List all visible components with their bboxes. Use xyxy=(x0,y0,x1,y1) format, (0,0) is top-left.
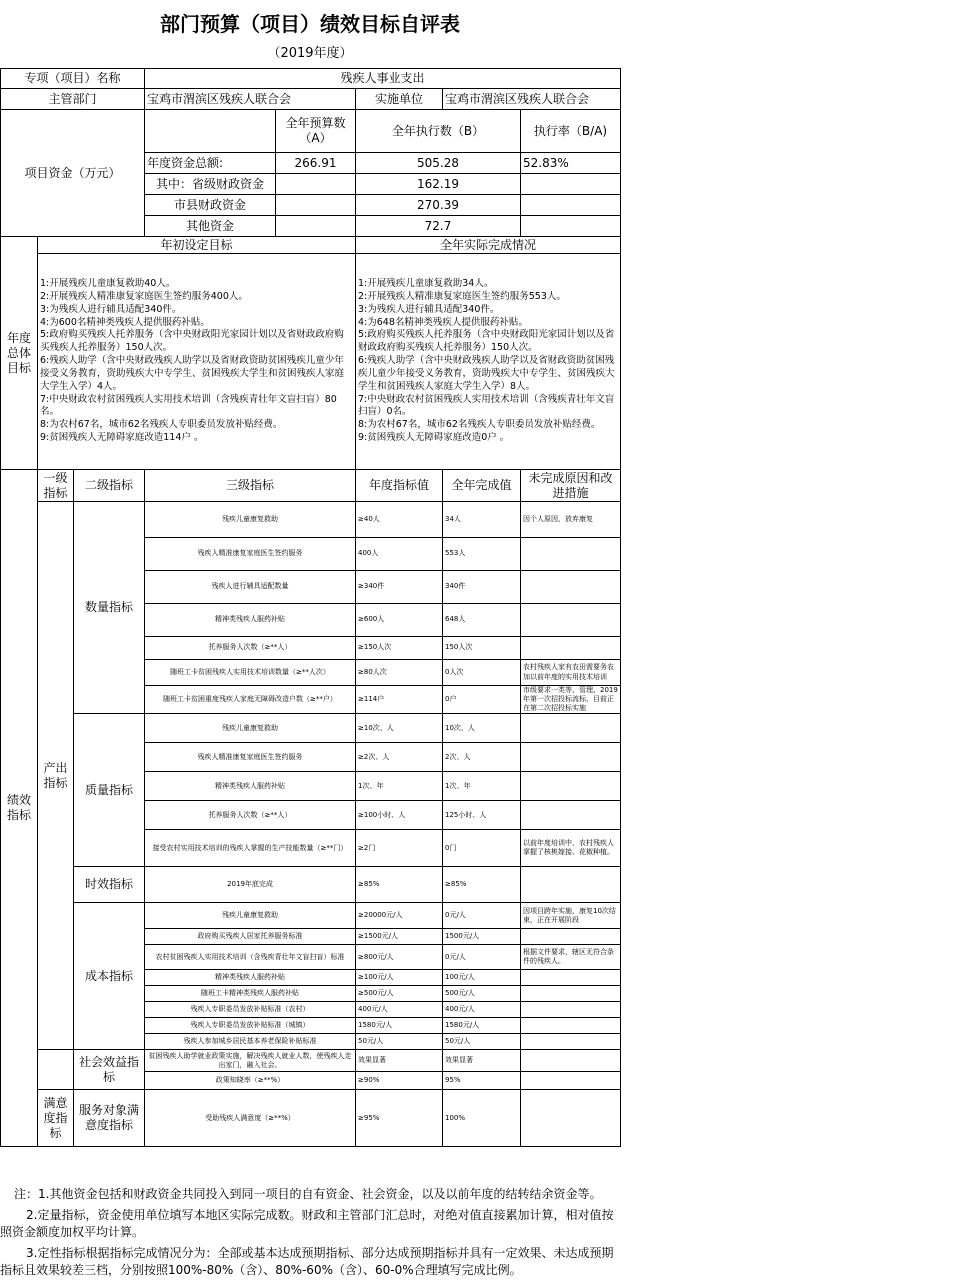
col-reason: 未完成原因和改进措施 xyxy=(521,470,621,502)
target-value: 50元/人 xyxy=(356,1034,443,1050)
goals-label: 年度总体目标 xyxy=(1,237,38,470)
level3-name: 农村贫困残疾人实用技术培训（含残疾青壮年文盲扫盲）标准 xyxy=(145,945,356,970)
page-subtitle: （2019年度） xyxy=(267,46,353,61)
actual-value: 0元/人 xyxy=(443,945,521,970)
footnotes xyxy=(0,1186,620,1283)
goals-actual-list xyxy=(356,254,621,470)
actual-value: 125小时、人 xyxy=(443,801,521,830)
indicator-row xyxy=(1,714,621,743)
funds-other-label: 其他资金 xyxy=(145,216,276,237)
actual-value: 效果显著 xyxy=(443,1050,521,1072)
level3-name: 随班工卡贫困重度残疾人家庭无障碍改造户数（≥**户） xyxy=(145,686,356,714)
reason-text xyxy=(521,743,621,772)
col-actual: 全年完成值 xyxy=(443,470,521,502)
level3-name: 残疾儿童康复救助 xyxy=(145,903,356,929)
goal-item: 7:中央财政农村贫困残疾人实用技术培训（含残疾青壮年文盲扫盲）80名。 xyxy=(40,393,337,418)
reason-text xyxy=(521,867,621,903)
level3-name: 精神类残疾人服药补贴 xyxy=(145,970,356,986)
actual-value: 2次、人 xyxy=(443,743,521,772)
level3-name: 随班工卡精神类残疾人服药补贴 xyxy=(145,986,356,1002)
col-level1: 一级指标 xyxy=(38,470,74,502)
funds-city-label: 市县财政资金 xyxy=(145,195,276,216)
indicator-row xyxy=(1,1090,621,1147)
target-value: ≥90% xyxy=(356,1072,443,1090)
target-value: ≥114户 xyxy=(356,686,443,714)
actual-value: 0元/人 xyxy=(443,903,521,929)
goal-item: 9:贫困残疾人无障碍家庭改造0户 。 xyxy=(358,431,510,443)
level2-quantity: 数量指标 xyxy=(74,502,145,714)
target-value: 400元/人 xyxy=(356,1002,443,1018)
actual-value: 34人 xyxy=(443,502,521,538)
footnote: 注：1.其他资金包括和财政资金共同投入到同一项目的自有资金、社会资金，以及以前年度的结转结余资金等。 xyxy=(14,1187,602,1201)
level2-timeliness: 时效指标 xyxy=(74,867,145,903)
goal-item: 5:政府购买残疾人托养服务（含中央财政阳光家园计划以及省财政政府购买残疾人托养服务）150人次。 xyxy=(40,329,344,354)
level1-satisfaction: 满意度指标 xyxy=(38,1090,74,1147)
target-value: ≥10次、人 xyxy=(356,714,443,743)
actual-value: 0户 xyxy=(443,686,521,714)
level3-name: 托养服务人次数（≥**人） xyxy=(145,637,356,660)
target-value: ≥85% xyxy=(356,867,443,903)
funds-label: 项目资金（万元） xyxy=(1,110,145,237)
reason-text xyxy=(521,1090,621,1147)
level3-name: 残疾儿童康复救助 xyxy=(145,502,356,538)
reason-text xyxy=(521,637,621,660)
page-title: 部门预算（项目）绩效目标自评表 xyxy=(160,12,460,36)
goal-item: 9:贫困残疾人无障碍家庭改造114户 。 xyxy=(40,431,204,443)
goal-item: 8:为农村67名，城市62名残疾人专职委员发放补贴经费。 xyxy=(358,419,601,431)
funds-prov-exec: 162.19 xyxy=(356,174,521,195)
target-value: ≥100小时、人 xyxy=(356,801,443,830)
col-level2: 二级指标 xyxy=(74,470,145,502)
actual-value: 553人 xyxy=(443,538,521,571)
reason-text xyxy=(521,714,621,743)
funds-total-exec: 505.28 xyxy=(356,153,521,174)
level1-output: 产出指标 xyxy=(38,502,74,1050)
indicator-row xyxy=(1,867,621,903)
funds-total-budget: 266.91 xyxy=(276,153,356,174)
funds-city-budget xyxy=(276,195,356,216)
col-level3: 三级指标 xyxy=(145,470,356,502)
level3-name: 残疾人专职委员发放补贴标准（城镇） xyxy=(145,1018,356,1034)
level3-name: 政策知晓率（≥**%） xyxy=(145,1072,356,1090)
level3-name: 托养服务人次数（≥**人） xyxy=(145,801,356,830)
level3-name: 残疾人精准康复家庭医生签约服务 xyxy=(145,743,356,772)
actual-value: 500元/人 xyxy=(443,986,521,1002)
actual-value: 0门 xyxy=(443,830,521,867)
evaluation-table xyxy=(0,68,621,1147)
footnote: 3.定性指标根据指标完成情况分为：全部或基本达成预期指标、部分达成预期指标并具有一定效果、未达成预期指标且效果较差三档，分别按照100%-80%（含）、80%-60%（含）、60-0%合理填写完成比例。 xyxy=(0,1246,614,1277)
actual-value: 1500元/人 xyxy=(443,929,521,945)
reason-text xyxy=(521,571,621,604)
goal-item: 4:为648名精神类残疾人提供服药补贴。 xyxy=(358,316,528,328)
level2-social: 社会效益指标 xyxy=(74,1050,145,1090)
dept-value: 宝鸡市渭滨区残疾人联合会 xyxy=(145,89,356,110)
target-value: ≥40人 xyxy=(356,502,443,538)
level2-quality: 质量指标 xyxy=(74,714,145,867)
level3-name: 接受农村实用技术培训的残疾人掌握的生产技能数量（≥**门） xyxy=(145,830,356,867)
target-value: ≥500元/人 xyxy=(356,986,443,1002)
goal-item: 2:开展残疾人精准康复家庭医生签约服务553人。 xyxy=(358,291,566,303)
goal-item: 1:开展残疾儿童康复救助34人。 xyxy=(358,278,494,290)
goal-item: 4:为600名精神类残疾人提供服药补贴。 xyxy=(40,316,210,328)
impl-label: 实施单位 xyxy=(356,89,443,110)
goal-item: 6:残疾人助学（含中央财政残疾人助学以及省财政资助贫困残疾儿童少年接受义务教育，资助残疾大中专学生、贫困残疾大学生和贫困残疾人家庭大学生入学）4人。 xyxy=(40,355,345,392)
target-value: ≥95% xyxy=(356,1090,443,1147)
actual-value: 340件 xyxy=(443,571,521,604)
funds-total-rate: 52.83% xyxy=(521,153,621,174)
funds-city-rate xyxy=(521,195,621,216)
table-body xyxy=(1,69,621,1147)
level3-name: 2019年底完成 xyxy=(145,867,356,903)
reason-text xyxy=(521,986,621,1002)
actual-value: 1580元/人 xyxy=(443,1018,521,1034)
reason-text: 农村残疾人家有农田需要务农加以前年度的实用技术培训 xyxy=(521,660,621,686)
level2-cost: 成本指标 xyxy=(74,903,145,1050)
reason-text xyxy=(521,604,621,637)
goal-item: 6:残疾人助学（含中央财政残疾人助学以及省财政资助贫困残疾儿童少年接受义务教育，资助残疾大中专学生、贫困残疾大学生和贫困残疾人家庭大学生入学）8人。 xyxy=(358,355,615,392)
dept-label: 主管部门 xyxy=(1,89,145,110)
funds-other-exec: 72.7 xyxy=(356,216,521,237)
reason-text: 以前年度培训中，农村残疾人掌握了核桃嫁接、花椒种植。 xyxy=(521,830,621,867)
reason-text xyxy=(521,929,621,945)
level3-name: 残疾人参加城乡居民基本养老保险补贴标准 xyxy=(145,1034,356,1050)
level1-blank xyxy=(38,1050,74,1090)
level3-name: 残疾人专职委员发放补贴标准（农村） xyxy=(145,1002,356,1018)
reason-text xyxy=(521,1050,621,1072)
indicator-row xyxy=(1,1050,621,1072)
goals-set-header: 年初设定目标 xyxy=(38,237,356,254)
indicator-row xyxy=(1,903,621,929)
reason-text xyxy=(521,1018,621,1034)
actual-value: 50元/人 xyxy=(443,1034,521,1050)
funds-city-exec: 270.39 xyxy=(356,195,521,216)
actual-value: 648人 xyxy=(443,604,521,637)
reason-text xyxy=(521,970,621,986)
level2-satisfaction: 服务对象满意度指标 xyxy=(74,1090,145,1147)
funds-prov-rate xyxy=(521,174,621,195)
goal-item: 1:开展残疾儿童康复救助40人。 xyxy=(40,278,176,290)
target-value: ≥150人次 xyxy=(356,637,443,660)
actual-value: 0人次 xyxy=(443,660,521,686)
level3-name: 政府购买残疾人居家托养服务标准 xyxy=(145,929,356,945)
reason-text xyxy=(521,1072,621,1090)
reason-text: 根据文件要求，辖区无符合条件的残疾人。 xyxy=(521,945,621,970)
target-value: ≥340件 xyxy=(356,571,443,604)
target-value: 1580元/人 xyxy=(356,1018,443,1034)
goal-item: 7:中央财政农村贫困残疾人实用技术培训（含残疾青壮年文盲扫盲）0名。 xyxy=(358,393,615,418)
funds-col-budget: 全年预算数（A） xyxy=(276,110,356,153)
actual-value: 150人次 xyxy=(443,637,521,660)
project-name-value: 残疾人事业支出 xyxy=(145,69,621,89)
actual-value: 100元/人 xyxy=(443,970,521,986)
reason-text xyxy=(521,1002,621,1018)
funds-prov-label: 其中：省级财政资金 xyxy=(145,174,276,195)
target-value: ≥2门 xyxy=(356,830,443,867)
level3-name: 受助残疾人满意度（≥**%） xyxy=(145,1090,356,1147)
footnote: 2.定量指标，资金使用单位填写本地区实际完成数。财政和主管部门汇总时，对绝对值直接累加计算，相对值按照资金额度加权平均计算。 xyxy=(0,1208,614,1239)
indicator-row xyxy=(1,502,621,538)
reason-text xyxy=(521,772,621,801)
reason-text: 因个人原因，放弃康复 xyxy=(521,502,621,538)
target-value: ≥2次、人 xyxy=(356,743,443,772)
level3-name: 精神类残疾人服药补贴 xyxy=(145,604,356,637)
level3-name: 随班工卡贫困残疾人实用技术培训数量（≥**人次） xyxy=(145,660,356,686)
target-value: 1次、年 xyxy=(356,772,443,801)
goals-actual-header: 全年实际完成情况 xyxy=(356,237,621,254)
actual-value: 95% xyxy=(443,1072,521,1090)
level3-name: 残疾人精准康复家庭医生签约服务 xyxy=(145,538,356,571)
impl-value: 宝鸡市渭滨区残疾人联合会 xyxy=(443,89,621,110)
performance-indicators-label: 绩效指标 xyxy=(1,470,38,1147)
actual-value: ≥85% xyxy=(443,867,521,903)
level3-name: 残疾儿童康复救助 xyxy=(145,714,356,743)
funds-other-budget xyxy=(276,216,356,237)
funds-col-rate: 执行率（B/A) xyxy=(521,110,621,153)
project-name-label: 专项（项目）名称 xyxy=(1,69,145,89)
goal-item: 8:为农村67名，城市62名残疾人专职委员发放补贴经费。 xyxy=(40,419,283,431)
actual-value: 10次、人 xyxy=(443,714,521,743)
goal-item: 3:为残疾人进行辅具适配340件。 xyxy=(358,303,500,315)
target-value: ≥20000元/人 xyxy=(356,903,443,929)
funds-total-label: 年度资金总额: xyxy=(145,153,276,174)
target-value: ≥100元/人 xyxy=(356,970,443,986)
target-value: 效果显著 xyxy=(356,1050,443,1072)
col-target: 年度指标值 xyxy=(356,470,443,502)
level3-name: 贫困残疾人助学就业政策实施，解决残疾人就业人数，使残疾人走出家门，融入社会。 xyxy=(145,1050,356,1072)
reason-text: 市级要求一类等、管理、2019年第一次招投标流标，目前正在第二次招投标实施 xyxy=(521,686,621,714)
level3-name: 精神类残疾人服药补贴 xyxy=(145,772,356,801)
reason-text xyxy=(521,1034,621,1050)
goal-item: 5:政府购买残疾人托养服务（含中央财政阳光家园计划以及省财政政府购买残疾人托养服务）150人次。 xyxy=(358,329,615,354)
target-value: ≥600人 xyxy=(356,604,443,637)
reason-text: 因项目跨年实施，康复10次结束，正在开展阶段 xyxy=(521,903,621,929)
funds-col-exec: 全年执行数（B） xyxy=(356,110,521,153)
goal-item: 3:为残疾人进行辅具适配340件。 xyxy=(40,303,182,315)
funds-blank xyxy=(145,110,276,153)
reason-text xyxy=(521,801,621,830)
reason-text xyxy=(521,538,621,571)
target-value: ≥80人次 xyxy=(356,660,443,686)
level3-name: 残疾人进行辅具适配数量 xyxy=(145,571,356,604)
target-value: 400人 xyxy=(356,538,443,571)
actual-value: 400元/人 xyxy=(443,1002,521,1018)
target-value: ≥1500元/人 xyxy=(356,929,443,945)
funds-other-rate xyxy=(521,216,621,237)
goal-item: 2:开展残疾人精准康复家庭医生签约服务400人。 xyxy=(40,291,248,303)
goals-set-list xyxy=(38,254,356,470)
funds-prov-budget xyxy=(276,174,356,195)
target-value: ≥800元/人 xyxy=(356,945,443,970)
actual-value: 1次、年 xyxy=(443,772,521,801)
actual-value: 100% xyxy=(443,1090,521,1147)
